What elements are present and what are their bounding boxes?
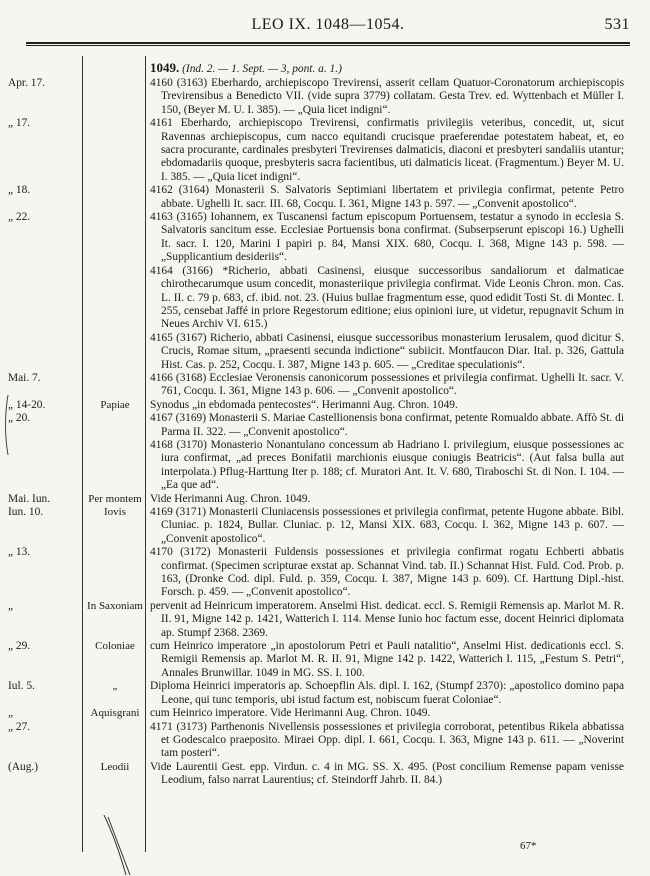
entry-text: Vide Laurentii Gest. epp. Virdun. c. 4 in MG. SS. X. 495. (Post concilium Remense papam venisse Leodium, falso narrat Laurentius; cf. Steindorff Jahrb. II. 84.)	[150, 760, 624, 787]
entry-date: „ 29.	[8, 640, 31, 653]
entry-place: Aquisgrani	[90, 707, 140, 720]
entry-text: cum Heinrico imperatore „in apostolorum Petri et Pauli natalitio“, Anselmi Hist. dedicationis eccl. S. Remigii Remensis ap. Marlot M. R. II. 91, Migne 142 p. 1422, Watterich I. 115, „Festum S. Petri“, Annales Brunwillar. 1049 in MG. SS. I. 100.	[150, 640, 624, 679]
entry-text: 4168 (3170) Monasterio Nonantulano concessum ab Hadriano I. privilegium, eiusque possessiones ac iura confirmat, „ad preces Bonifatii marchionis eiusque coniugis Beatricis“. (Aut falsa bulla aut interpolata.) Pflug-Harttung Iter p. 188; cf. Muratori Ant. It. V. 680, Tiraboschi St. di Non. I. 104. — „Ea que ad“.	[150, 438, 624, 492]
entries-list	[0, 77, 650, 788]
entry-date: Mai. Iun.	[8, 492, 51, 505]
regest-entry	[0, 600, 650, 640]
entry-date: Apr. 17.	[8, 77, 46, 89]
entry-date: (Aug.)	[8, 760, 39, 773]
entry-text: 4161 Eberhardo, archiepiscopo Trevirensi, confirmatis privilegiis veteribus, concedit, ut, sicut Ravennas archiepiscopus, cum nacco equitandi crucisque praeferendae potestatem habeat, et, eo sacra procurante, cardinales presbyteri Trevirenses dalmaticis, diaconi et presbyteri sandaliis utantur; ebdomadariis quoque, presbyteris sacra facientibus, uti dalmaticis liceat. (Fragmentum.) Beyer M. U. I. 385. — „Quia licet indigni“.	[150, 117, 624, 183]
signature-mark: 67*	[520, 840, 537, 852]
regest-entry	[0, 77, 650, 117]
entry-date: Iul. 5.	[8, 680, 35, 693]
header-rule-thin	[26, 45, 630, 46]
entry-date: „ 22.	[8, 211, 31, 224]
running-title: LEO IX. 1048—1054.	[251, 16, 405, 33]
regest-entry	[0, 332, 650, 372]
regest-entry	[0, 506, 650, 546]
regest-entry	[0, 707, 650, 720]
regest-entry	[0, 721, 650, 761]
entry-date: „	[8, 599, 14, 612]
entry-text: 4167 (3169) Monasterii S. Mariae Castellionensis bona confirmat, petente Romualdo abbate. Affò St. di Parma II. 322. — „Convenit apostolico“.	[150, 412, 624, 438]
entry-text: Synodus „in ebdomada pentecostes“. Herimanni Aug. Chron. 1049.	[150, 398, 458, 411]
entry-text: 4160 (3163) Eberhardo, archiepiscopo Trevirensi, asserit cellam Quatuor-Coronatorum archiepiscopis Trevirensibus a Benedicto VII. (vide supra 3779) collatam. Gesta Trev. ed. Wyttenbach et Müller I. 150, (Beyer M. U. I. 385). — „Quia licet indigni“.	[150, 77, 624, 116]
regest-entry	[0, 412, 650, 439]
entry-date: „ 14-20.	[8, 398, 46, 411]
entry-date: „ 27.	[8, 720, 31, 733]
entry-text: 4163 (3165) Iohannem, ex Tuscanensi factum episcopum Portuensem, testatur a synodo in ecclesia S. Salvatoris sancitum esse. Ecclesiae Portuensis bona confirmat. (Subserpserunt episcopi 16.) Ughelli It. sacr. I. 120, Marini I papiri p. 84, Mansi XIX. 680, Cocqu. I. 368, Migne 143 p. 598. — „Supplicantium desideriis“.	[150, 211, 624, 264]
entry-text: 4171 (3173) Parthenonis Nivellensis possessiones et privilegia corroborat, petentibus Rikela abbatissa et Godescalco praeposito. Miraei Opp. dipl. I. 661, Cocqu. I. 363, Migne 143 p. 611. — „Noverint tam posteri“.	[150, 720, 624, 760]
entry-text: cum Heinrico imperatore. Vide Herimanni Aug. Chron. 1049.	[150, 707, 431, 720]
entry-date: Iun. 10.	[8, 506, 44, 518]
entry-place: In Saxoniam	[87, 599, 143, 612]
ink-scratch-mark	[96, 815, 156, 875]
entry-text: 4166 (3168) Ecclesiae Veronensis canonicorum possessiones et privilegia confirmat. Ughelli It. sacr. V. 761, Cocqu. I. 361, Migne 143 p. 606. — „Convenit apostolico“.	[150, 371, 624, 398]
regest-entry	[0, 372, 650, 399]
running-head	[26, 16, 630, 34]
regest-entry	[0, 211, 650, 265]
regest-entry	[0, 761, 650, 788]
page-number: 531	[604, 16, 630, 33]
entry-text: pervenit ad Heinricum imperatorem. Anselmi Hist. dedicat. eccl. S. Remigii Remensis ap. Marlot M. R. II. 91, Migne 142 p. 1421, Watterich I. 114. Mense Iunio hoc factum esse, docent Heinrici diplomata ap. Stumpf 2368. 2369.	[150, 599, 624, 639]
entry-place: „	[112, 680, 118, 693]
regest-entry	[0, 680, 650, 707]
entry-text: 4165 (3167) Richerio, abbati Casinensi, eiusque successoribus monasterium Ierusalem, quod dicitur S. Crucis, Romae situm, „praesenti secunda indictione“ subiicit. Montfaucon Diar. Ital. p. 326, Gattula Hist. Cas. p. 252, Cocqu. I. 387, Migne 143 p. 605. — „Creditae speculationis“.	[150, 331, 624, 371]
regest-entry	[0, 640, 650, 680]
entry-place: Coloniae	[95, 640, 135, 653]
regest-entry	[0, 265, 650, 332]
entry-text: 4170 (3172) Monasterii Fuldensis possessiones et privilegia confirmat rogatu Echberti abbatis confirmat. (Specimen scripturae exstat ap. Schannat Vind. tab. II.) Schannat Hist. Fuld. Cod. Prob. p. 163, (Dronke Cod. dipl. Fuld. p. 359, Cocqu. I. 387, Migne 143 p. 609). Cf. Harttung Dipl.-hist. Forsch. p. 459. — „Convenit apostolico“.	[150, 546, 624, 599]
regesta-body	[0, 60, 650, 788]
entry-date: „	[8, 707, 14, 720]
regest-entry	[0, 399, 650, 412]
regest-entry	[0, 546, 650, 600]
indiction: (Ind. 2. — 1. Sept. — 3, pont. a. 1.)	[182, 63, 342, 75]
regest-entry	[0, 117, 650, 184]
margin-bracket-mark	[2, 395, 10, 455]
entry-date: „ 13.	[8, 546, 31, 559]
entry-date: „ 17.	[8, 117, 31, 130]
entry-place: Leodii	[100, 760, 130, 773]
entry-date: Mai. 7.	[8, 371, 41, 384]
regest-entry	[0, 184, 650, 211]
entry-place: Papiae	[100, 398, 130, 411]
entry-text: Vide Herimanni Aug. Chron. 1049.	[150, 492, 311, 505]
entry-text: 4162 (3164) Monasterii S. Salvatoris Septimiani libertatem et privilegia confirmat, petente Petro abbate. Ughelli It. sacr. III. 68, Cocqu. I. 361, Migne 143 p. 597. — „Convenit apostolico“.	[150, 184, 624, 210]
regest-entry	[0, 439, 650, 493]
entry-text: Diploma Heinrici imperatoris ap. Schoepflin Als. dipl. I. 162, (Stumpf 2370): „apostolico domino papa Leone, qui tunc temporis, ubi istud factum est, nobiscum fuerat Coloniae“.	[150, 680, 624, 706]
entry-text: 4164 (3166) *Richerio, abbati Casinensi, eiusque successoribus sandaliorum et dalmaticae chirothecarumque usum concedit, monasteriique privilegia confirmat. Vide Leonis Chron. mon. Cas. L. II. c. 79 p. 683, cf. ibid. not. 23. (Huius bullae fragmentum esse, quod edidit Tosti St. di Montec. I. 255, censebat Jaffé in priore Regestorum editione; eius opinioni iure, ut videtur, repugnavit Schum in Neues Archiv VI. 615.)	[150, 264, 624, 331]
entry-place: Per montem Iovis	[88, 492, 142, 518]
entry-text: 4169 (3171) Monasterii Cluniacensis possessiones et privilegia confirmat, petente Hugone abbate. Bibl. Cluniac. p. 1824, Bullar. Cluniac. p. 12, Mansi XIX. 683, Cocqu. I. 362, Migne 143 p. 607. — „Convenit apostolico“.	[150, 506, 624, 545]
year: 1049.	[150, 60, 180, 75]
year-heading	[150, 60, 650, 77]
header-rule-thick	[26, 42, 630, 44]
entry-date: „ 18.	[8, 184, 31, 197]
entry-date: „ 20.	[8, 412, 31, 425]
